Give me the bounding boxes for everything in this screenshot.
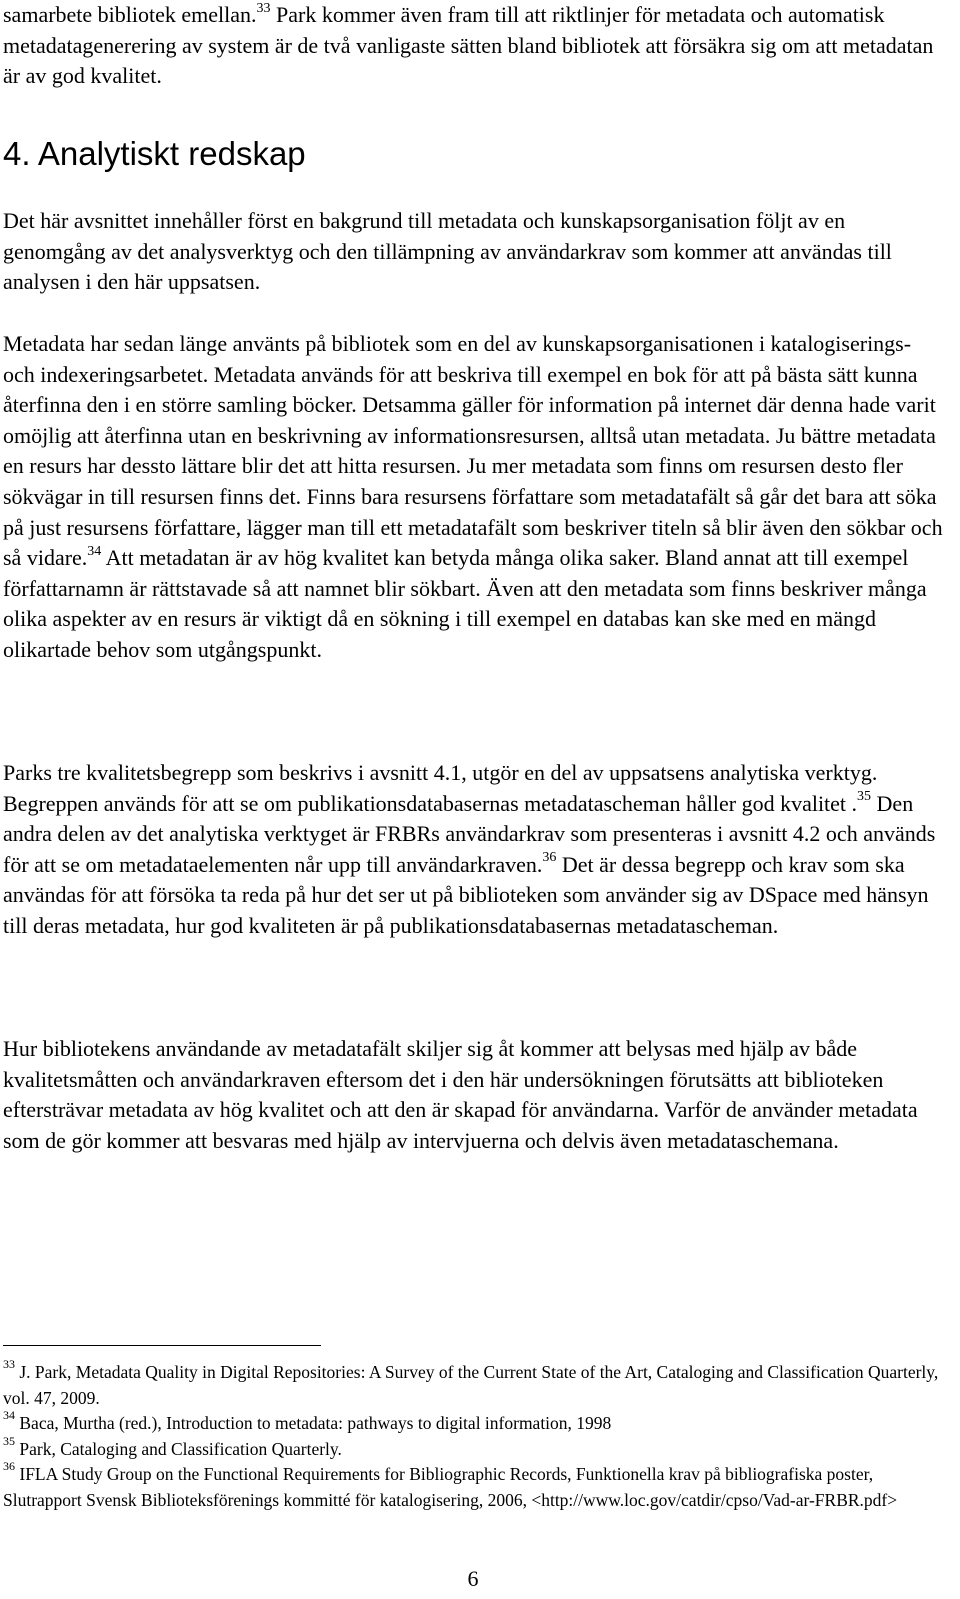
footnotes [3, 1357, 943, 1513]
footnote-text: J. Park, Metadata Quality in Digital Repositories: A Survey of the Current State of the Art, Cataloging and Classification Quarterly, vol. 47, 2009. [3, 1362, 939, 1408]
footnote-number: 36 [3, 1459, 15, 1474]
page-number: 6 [467, 1566, 479, 1591]
footnote-ref-35[interactable]: 35 [857, 789, 872, 805]
footnote-text: Baca, Murtha (red.), Introduction to metadata: pathways to digital information, 1998 [15, 1413, 612, 1433]
paragraph-3-text-b: Den andra delen av det analytiska verktyget är FRBRs användarkrav som presenteras i avsnitt 4.2 och används för att se om metadataelementen når upp till användarkraven. [3, 790, 936, 877]
footnote-number: 35 [3, 1433, 15, 1448]
footnote-ref-36[interactable]: 36 [542, 850, 557, 866]
footnote-number: 34 [3, 1408, 15, 1423]
footnote-ref-33[interactable]: 33 [256, 0, 271, 16]
footnote-ref-34[interactable]: 34 [87, 543, 102, 559]
footnote-text: Park, Cataloging and Classification Quarterly. [15, 1438, 342, 1459]
footnote-number: 33 [3, 1357, 15, 1372]
footnote-divider [3, 1345, 321, 1346]
paragraph-3-text-a: Parks tre kvalitetsbegrepp som beskrivs i avsnitt 4.1, utgör en del av uppsatsens analytiska verktyg. Begreppen används för att se om publikationsdatabasernas metadatascheman håller god kvalitet . [3, 760, 878, 816]
footnote-33 [3, 1357, 943, 1411]
paragraph-4: Hur bibliotekens användande av metadatafält skiljer sig åt kommer att belysas med hjälp av både kvalitetsmåtten och användarkraven eftersom det i den här undersökningen förutsätts att biblioteken eftersträvar metadata av hög kvalitet och att den är skapad för användarna. Varför de använder metadata som de gör kommer att besvaras med hjälp av intervjuerna och delvis även metadataschemana. [3, 1036, 918, 1153]
paragraph-1: Det här avsnittet innehåller först en bakgrund till metadata och kunskapsorganisation följt av en genomgång av det analysverktyg och den tillämpning av användarkrav som kommer att användas till analysen i den här uppsatsen. [3, 208, 892, 295]
intro-text-b: Park kommer även fram till att riktlinjer för metadata och automatisk metadatagenerering av system är de två vanligaste sätten bland bibliotek att försäkra sig om att metadatan är av god kvalitet. [3, 2, 934, 89]
footnote-34 [3, 1408, 943, 1437]
footnote-36 [3, 1459, 943, 1513]
paragraph-3 [3, 758, 943, 942]
paragraph-2-text-b: Att metadatan är av hög kvalitet kan betyda många olika saker. Bland annat att till exempel författarnamn är rättstavade så att namnet blir sökbart. Även att den metadata som finns beskriver många olika aspekter av en resurs är viktigt då en sökning i till exempel en databas kan ske med en mängd olikartade behov som utgångspunkt. [3, 545, 927, 662]
intro-paragraph [3, 0, 943, 92]
intro-text-a: samarbete bibliotek emellan. [3, 2, 257, 27]
paragraph-3-text-c: Det är dessa begrepp och krav som ska användas för att försöka ta reda på hur det ser ut på biblioteken som använder sig av DSpace med hänsyn till deras metadata, hur god kvaliteten är på publikationsdatabasernas metadatascheman. [3, 851, 929, 938]
footnote-35 [3, 1433, 943, 1463]
paragraph-2-text-a: Metadata har sedan länge använts på bibliotek som en del av kunskapsorganisationen i katalogiserings- och indexeringsarbetet. Metadata används för att beskriva till exempel en bok för att på bästa sätt kunna återfinna den i en större samling böcker. Detsamma gäller för information på internet där denna hade varit omöjlig att återfinna utan en beskrivning av informationsresursen, alltså utan metadata. Ju bättre metadata en resurs har dessto lättare blir det att hitta resursen. Ju mer metadata som finns om resursen desto fler sökvägar in till resursen finns det. Finns bara resursens författare som metadatafält så går det bara att söka på just resursens författare, lägger man till ett metadatafält som beskriver titeln så blir även den sökbar och så vidare. [3, 331, 943, 571]
paragraph-2 [3, 329, 943, 666]
section-heading: 4. Analytiskt redskap [3, 135, 306, 172]
footnote-text: IFLA Study Group on the Functional Requirements for Bibliographic Records, Funktionella krav på bibliografiska poster, Slutrapport Svensk Biblioteksförenings kommitté för katalogisering, 2006, <http://www.loc.gov/catdir/cpso/Vad-ar-FRBR.pdf> [3, 1464, 898, 1510]
